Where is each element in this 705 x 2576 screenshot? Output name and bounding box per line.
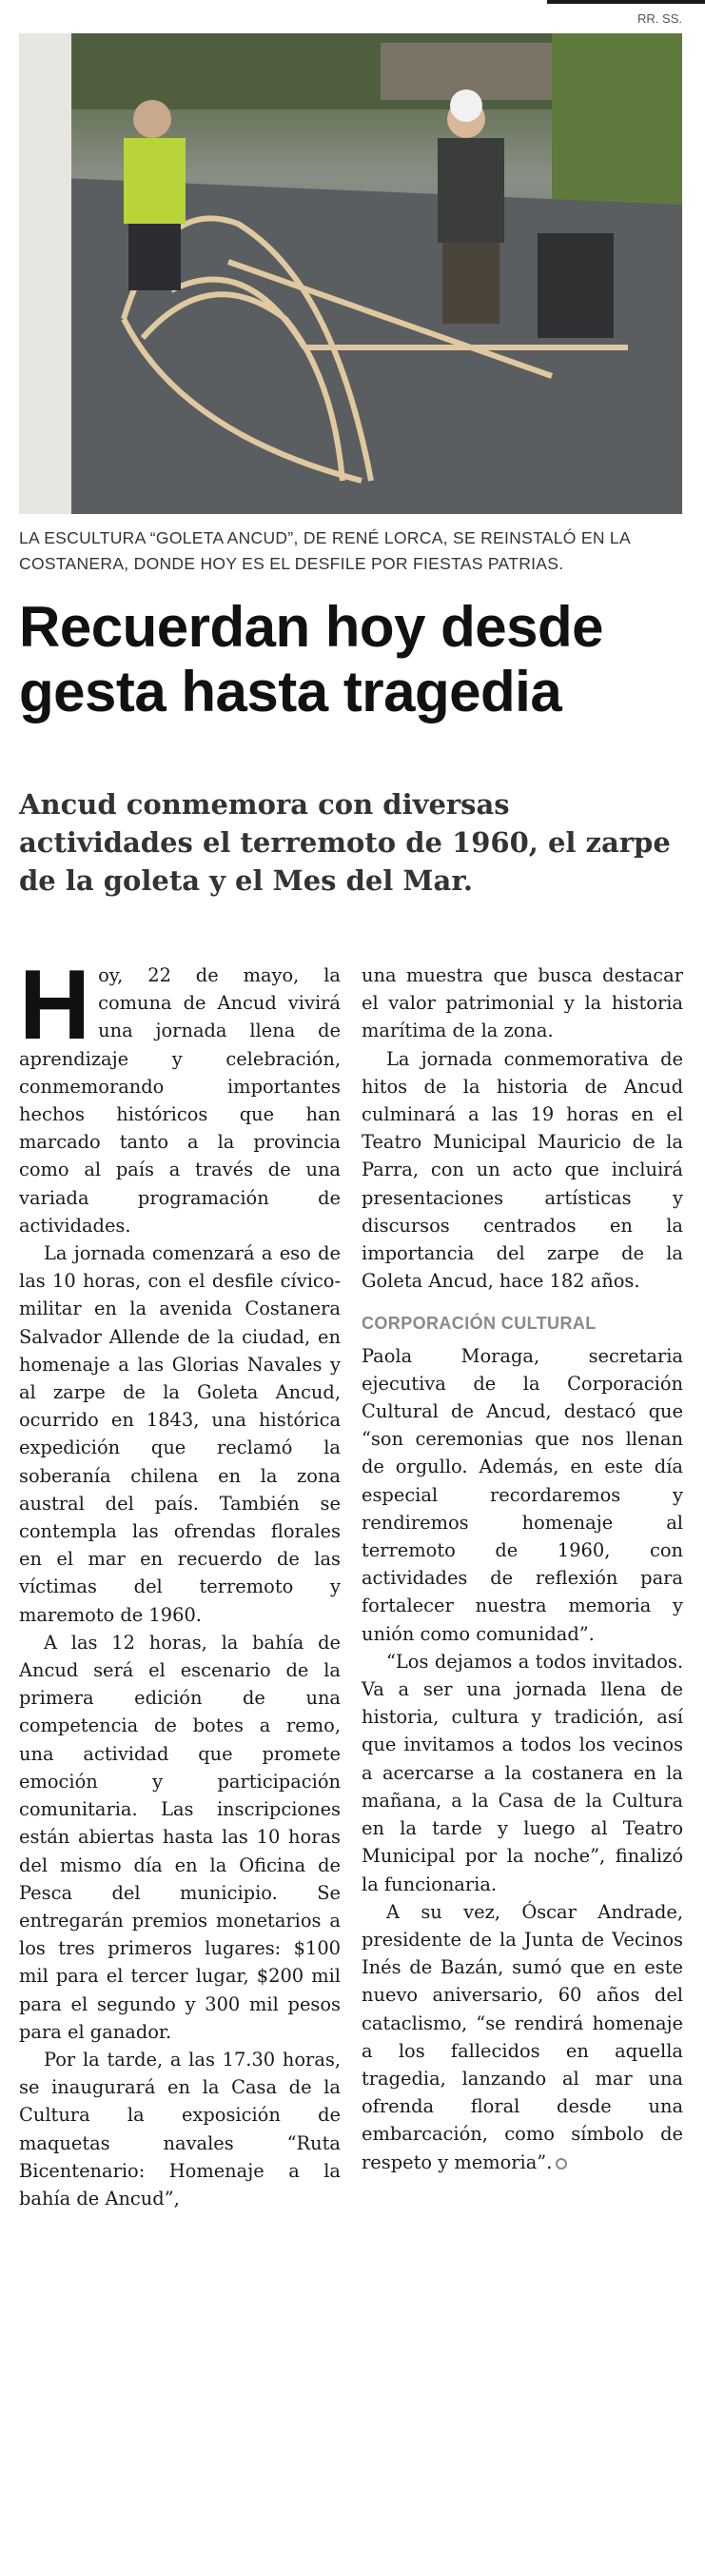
photo-caption: LA ESCULTURA “GOLETA ANCUD”, DE RENÉ LORCA, SE REINSTALÓ EN LA COSTANERA, DONDE HOY ES EL DESFILE POR FIESTAS PATRIAS. (19, 528, 630, 573)
deck: Ancud conmemora con diversas actividades el terremoto de 1960, el zarpe de la goleta y el Mes del Mar. (19, 788, 671, 897)
paragraph: La jornada conmemorativa de hitos de la historia de Ancud culminará a las 19 horas en el Teatro Municipal Mauricio de la Parra, con un acto que incluirá presentaciones artísticas y discursos centrados en la importancia del zarpe de la Goleta Ancud, hace 182 años. (362, 1047, 683, 1293)
worker-right (438, 89, 504, 324)
subhead: CORPORACIÓN CULTURAL (362, 1314, 597, 1334)
end-mark-icon (556, 2158, 567, 2170)
paragraph-text: oy, 22 de mayo, la comuna de Ancud vivirá una jornada llena de aprendizaje y celebración, conmemorando importantes hechos históricos que han marcado tanto a la provincia como al país a través de una variada programación de actividades. (19, 964, 341, 1237)
paragraph (362, 1898, 683, 2176)
paragraph (19, 950, 341, 1239)
hedge (552, 33, 682, 224)
top-rule (547, 0, 705, 4)
paragraph: “Los dejamos a todos invitados. Va a ser una jornada llena de historia, cultura y tradición, así que invitamos a todos los vecinos a acercarse a la costanera en la mañana, a la Casa de la Cultura en la tarde y luego al Teatro Municipal por la noche”, finalizó la funcionaria. (362, 1650, 683, 1895)
paragraph: Paola Moraga, secretaria ejecutiva de la Corporación Cultural de Ancud, destacó que “son ceremonias que nos llenan de orgullo. Además, en este día especial recordaremos y rendiremos homenaje al terremoto de 1960, con actividades de reflexión para fortalecer nuestra memoria y unión como comunidad”. (362, 1344, 683, 1645)
paragraph: Por la tarde, a las 17.30 horas, se inaugurará en la Casa de la Cultura la exposición de maquetas navales “Ruta Bicentenario: Homenaje a la bahía de Ancud”, (19, 2048, 341, 2209)
drop-cap: H (19, 950, 91, 1060)
paragraph: La jornada comenzará a eso de las 10 horas, con el desfile cívico-militar en la avenida Costanera Salvador Allende de la ciudad, en homenaje a las Glorias Navales y al zarpe de la Goleta Ancud, ocurrido en 1843, una histórica expedición que reclamó la soberanía chilena en la zona austral del país. También se contempla las ofrendas florales en el mar en recuerdo de las víctimas del terremoto y maremoto de 1960. (19, 1242, 341, 1626)
paragraph: una muestra que busca destacar el valor patrimonial y la historia marítima de la zona. (362, 964, 683, 1042)
headline: Recuerdan hoy desde gesta hasta tragedia (19, 595, 604, 723)
article-photo (19, 33, 682, 514)
worker-left (124, 100, 186, 290)
column-right (362, 961, 683, 2176)
photo-credit: RR. SS. (637, 11, 682, 26)
paragraph: A las 12 horas, la bahía de Ancud será el escenario de la primera edición de una competencia de botes a remo, una actividad que promete emoción y participación comunitaria. Las inscripciones están abiertas hasta las 10 horas del mismo día en la Oficina de Pesca del municipio. Se entregarán premios monetarios a los tres primeros lugares: $100 mil para el tercer lugar, $200 mil para el segundo y 300 mil pesos para el ganador. (19, 1631, 341, 2043)
column-left (19, 950, 341, 2212)
photo-illustration (19, 33, 682, 514)
crate (538, 233, 614, 338)
pillar (19, 33, 71, 514)
paragraph-text: A su vez, Óscar Andrade, presidente de la Junta de Vecinos Inés de Bazán, sumó que en este nuevo aniversario, 60 años del cataclismo, “se rendirá homenaje a los fallecidos en aquella tragedia, lanzando al mar una ofrenda floral desde una embarcación, como símbolo de respeto y memoria”. (362, 1900, 683, 2173)
